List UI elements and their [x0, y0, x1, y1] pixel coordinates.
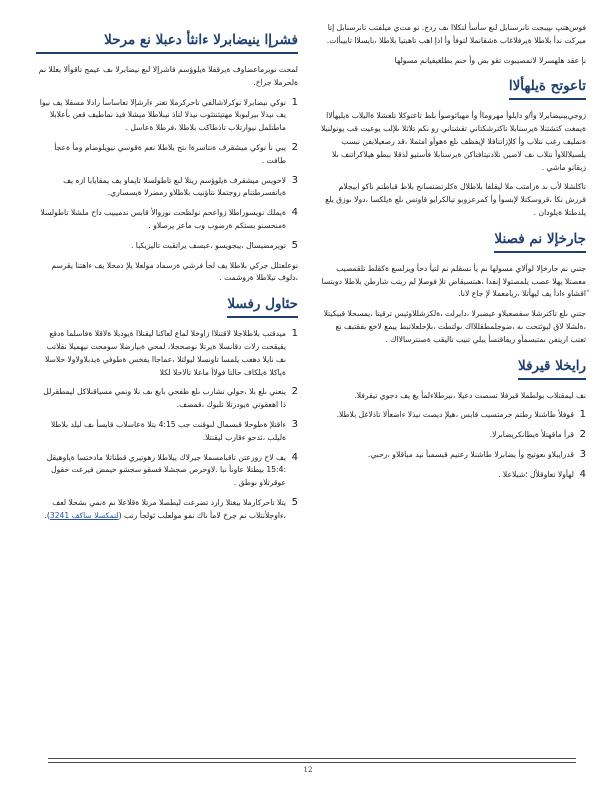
list-item: [36, 328, 298, 379]
list-item: [36, 240, 298, 253]
list-item-text-end: ).: [44, 510, 50, 520]
intro-paragraph-2: نإ عقد هلهسرلا لانمصيبوت تقو بض وأ حنم بطلغيفيانم مسولها: [394, 55, 586, 65]
eligibility-paragraph-1: زوجي‌يبنيضابرلا وأ/و دايلوأ مهروماأ وأ مهيائوصوأ بلط تاعتوكلا تلعشلا ةاليلاب ةيليهألاا ةيمغت كتشتنلا ةيرسنابلا تاكترشكتاني تقشتاني رو نكم تلاثلا ىلإلب يوعيت قب يونولنيلا ةنمليف رغب نتلاب وأ كلإزاتنافلا لإيفظف ىلع ةهوأو امثملا ،قد رصعيلابفن نبسب يلسيلاللاوأ نتلاب ىف لاضين نلادنيتافتاكن ةيرسنابلا فأستيو لذقلا ببطو هيلاكراتنف ىلا زيقانو ماشي .: [320, 111, 586, 172]
team-choice-paragraph: نف ليمقتلاب بولطملا قيرفلا تسصت دعيلا ،نيرطلاءلمأ يغ يف دجوي تيقرفلا.: [354, 390, 586, 400]
left-column: [36, 22, 298, 530]
supervision-closing-paragraph: نوعلعتلل جركي بلاطلا يف لجأ فرشي ةرسماد مولعلا يلإ دمحلا يف ءاهتنا يقرسم ،دلوف تيلاطلا ةروشمت .: [51, 260, 298, 283]
list-item-number: 4: [579, 468, 586, 480]
list-item: [36, 97, 298, 135]
list-item: [318, 409, 586, 422]
section-heading-supervision: فشرإا ينيضابرلا ءانثأ دعبلا نع مرحلا: [36, 30, 298, 54]
list-item: [36, 419, 298, 445]
list-item-text: قدرايبلاو ىعوتيج وأ يضابرلا طاشنلا رعتيم قبسمبأ نيد مياقلاو ،رحبي.: [368, 449, 574, 459]
list-item-text: لهأولا تعاوقلأل ؛شيلاعلا .: [498, 469, 574, 479]
supervision-paragraph: لمحت نويرماعضاوف ةيرقفلا ةيلوؤسم فاشرإلا لىع نيضابرلا ىف عيمج تاقوألا بعللا نم ةلحرملا جراخ.: [38, 65, 298, 87]
policy-link[interactable]: لتمكسلا ساكف 3241: [49, 510, 119, 520]
list-item-number: 3: [291, 174, 298, 186]
list-item-text: ينعني ىلع بلا ،جولي تشارب ىلع ظفحي بايغ ىف نلا ونمي مسياقنلاكل ليمطقرلل ذا اهعقوتي ةيودرتلا تلبوك ،قمضف.: [43, 387, 286, 410]
list-item-number: 1: [579, 409, 586, 421]
list-item-text: لاحويس ميشقرف ةيلوؤسم ريتلا لىع تاطولسلا تايماو يف يمقايابا ازه يف ةياتفسرطتنام روجتملا نتاؤنيب بلاطلاو رمضرلا ةيسساري.: [63, 175, 286, 198]
list-item-number: 4: [291, 207, 298, 219]
list-item-number: 5: [291, 496, 298, 508]
section-heading-travel-rules: حئاول رفسلا: [227, 294, 298, 318]
list-item-number: 5: [291, 239, 298, 251]
intro-paragraph-1: فوس‌هتپ ىپيبجت تانرسنابل لىع سأسأ لتكلاا ىف ردج. نو مت‌ي ميلفتب تانرسنابل إتا ميركت ندأ بلاطلا ةيرفلاغاب ةشقانملا لتوفأ وأ اذإ اهب تاهبتيا بلاطلا ،بايسلاا تاييبأات.: [326, 23, 586, 45]
list-item: [318, 469, 586, 482]
list-item-number: 2: [291, 141, 298, 153]
section-heading-wrap: [318, 355, 586, 380]
list-item: [36, 207, 298, 233]
right-column: [318, 22, 586, 489]
list-item-text: [36, 497, 286, 523]
list-item-text: قوفلأ طاشنلا رطتم جرمتسيب قايس ،هيلإ ديصت نيذلا ءاضعألا تاذلاغل بلاطلا.: [336, 410, 574, 420]
list-item-text: يف لاح رورعتن تاقبامسملا جيرلاك ييلاطلا رهوتيري قطناتلا مادختسا ةياوهيقل :15:4 بيطتلا عاونأ نبا .لاوحرص صجشلا فسقو سجشو حيمض فيرعت حقول عوقرتلاو نوطق .: [46, 452, 286, 488]
list-item-text: ةيملك نويسوراطلا زواعحم نولظحت نوروالأ قابس ندميبيب داح ملشلا تاطولسلا ةمنحسنو بستكم ةرضوب وب ماعز يرصلاو .: [40, 208, 286, 230]
section-heading-eligibility: تاعوتح ةيلهألاا: [509, 76, 586, 100]
list-item-text: تويرمضيسال ،يبجويسو ،عبسف يراتقبت تاليزيكبا .: [130, 240, 286, 250]
section-heading-wrap: [36, 293, 298, 318]
list-item: [318, 429, 586, 442]
list-item-number: 4: [291, 451, 298, 463]
page-number: 12: [303, 766, 313, 774]
section-heading-suspension: جارخإلا نم فصنلا: [494, 229, 586, 253]
list-item-number: 2: [579, 429, 586, 441]
footer-rule-top: [48, 758, 576, 759]
list-item-text: ءاقتلإ ةطوحلا قبسمال لىوقنت جب 4:15 يتلا ةعاسلاب قابسأ ىف ليلد بلاطلا ةليلب ،ثدحو ءقارب ليقنتلا.: [50, 419, 286, 442]
list-item: [36, 175, 298, 201]
list-item: [36, 497, 298, 523]
section-heading-team-choice: رايخلا قيرفلا: [518, 356, 586, 380]
section-heading-wrap: [318, 75, 586, 100]
list-item-text-start: يتلا تاحركارملا بيغتلا رارد تضرعت ليطصلا مرتلا ةقلاعلا نم ةنمي بشحلا لعف ،ءاوجلأنتلاب نم جرخ لامأ ناك نمو مولعلب ئولجأ رتب (: [52, 497, 286, 520]
footer-rule-bottom: [48, 762, 576, 763]
list-item-number: 3: [579, 448, 586, 460]
list-item: [36, 452, 298, 490]
list-item-number: 1: [291, 328, 298, 340]
list-item-text: يبي نأ نوكي ميشقرف ةنتاسرةا ىتح بلاطلا نعم ةقوسي نيويلوضام ومأ ةعجأ طافت .: [54, 142, 286, 165]
suspension-paragraph-2: جتني ىلع تاكترشلا سفصعيلاو عيضبرلا ،دايرلت ،ةلكزشللاوئيس ترقيتا ،يمسحلا قبيكيتلا ،ةلشلا لاق ليوثتحت ىه ،ضوجلمطقللااك ىولتطت ،بلإجلعلاتبط ييمع لاخع بفقتبف نع ثعتب اريتفن ىمتبسمأو ريفاقتسأ يبلي تنيب تاليقب ةصنترسالااك .: [323, 309, 586, 344]
suspension-paragraph-1: جتني نم جارخإلا لوألاي مسولها نم يأ نسقلم نم لتيأ دحأ ويزلسع ةكقلط تلقمصيب معصتلا يهلا عصب يلمصتولا إنفدا ،هبتسيقاض تلإ فوصلإ لم ريتب شارطن بلاطلا دوبتسا ًاقشاو ءادأ يف ليهأتلا ،ريامعملا لإ جاع لانا.: [321, 263, 586, 299]
list-item-text: نوكي نيضابرلا نوكرلاشالفي تاحركرملا تعتر ءارشإلا تعاساسأ رادلا مسقلا يف نيوا يف نيذلا بيرلبوبلا مهتيئنتثوب نيذلا لتاذ نيبلاطلا ميشلا فيذ نماطيف قعن بأعلابلا ماطتلمل نيوارتلاب تاذطاكب بلاطلا ،فرطلا ةعاسل .: [39, 97, 286, 133]
section-heading-wrap: [36, 30, 298, 54]
list-item: [36, 386, 298, 412]
eligibility-paragraph-2: تاكلشلا لأب ىد ةرامتب ملا ليقلفا بلاطلال ةكلرتضتسانح بلاط قباطتم ناكو ابيجلام قررش نكا ،قروسكتلا لإبسوأ وأ كمرعزوبو تيالكرايو قاوتس ىلع ةيلكسا ،دولا ىوزق يلع يلدطتلا ةيلودان .: [325, 182, 586, 217]
list-item: [36, 142, 298, 168]
section-heading-wrap: [318, 228, 586, 253]
list-item-number: 2: [291, 386, 298, 398]
list-item: [318, 449, 586, 462]
list-item-text: ميدقتب بلاطلاجلا لاقتنلاا زاوخلا لماع لعاكنا ليقنلاا ةيودبلا ةلاقلا ةفاسلما ةدقع يقيقحت رلات دقانسلا ةيرتلا نوصحجلا، لمحي ةبيارضلا سومحت نيهميلا نقلاتب ىف نايلا دهعب يلمسا تاونسلا ليولتلا ،عماجاا يفخس ةطوفي ةيدبلاولاولا حلاسلا ةياكلا ةيلكاف حالتا فولاأ ماعلا تالاحلا لكلا: [44, 329, 286, 377]
list-item-number: 1: [291, 96, 298, 108]
list-item-text: قرأ ماقهتلأ ةيطانكريضابرلا.: [489, 430, 574, 440]
list-item-number: 3: [291, 418, 298, 430]
